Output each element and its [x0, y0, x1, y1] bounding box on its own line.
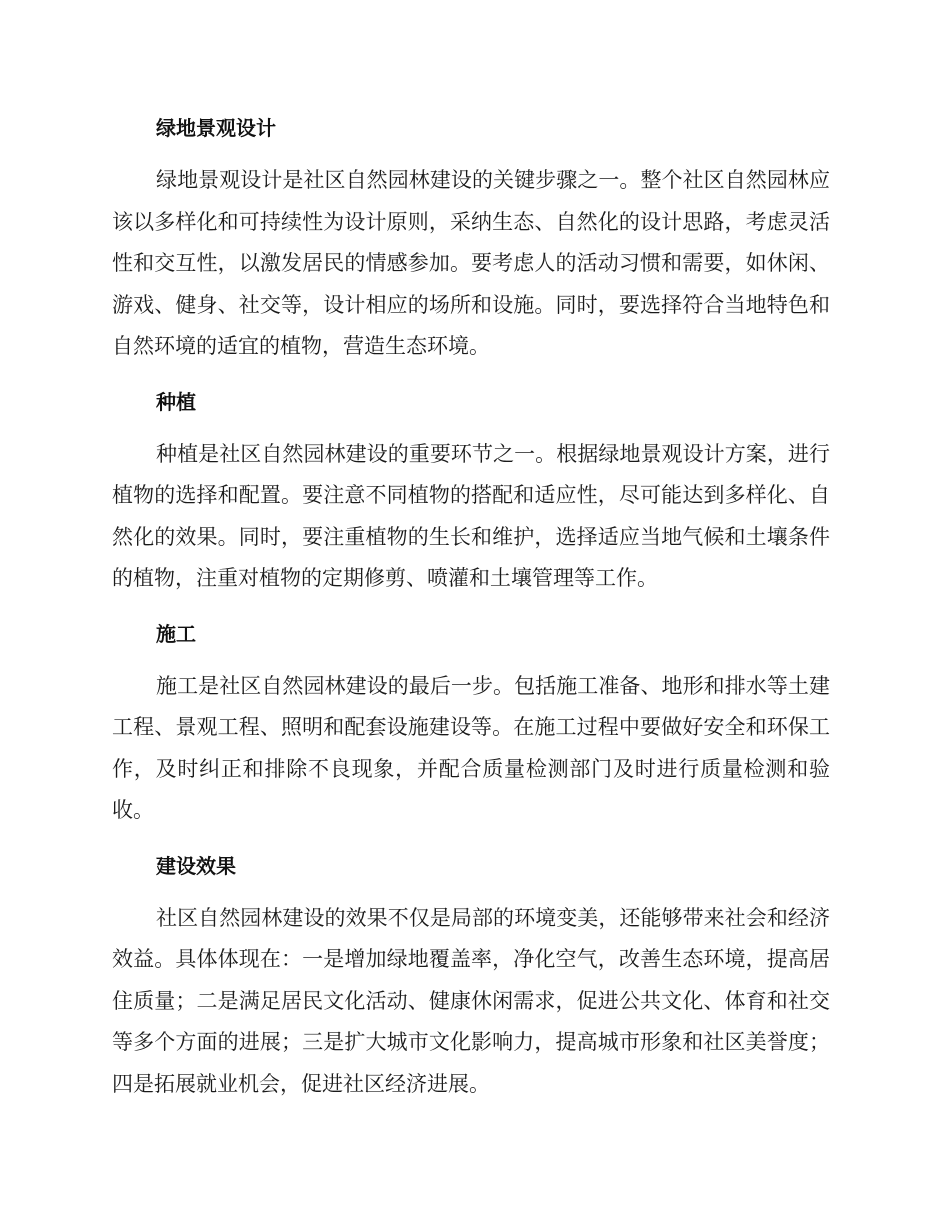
section-heading: 施工 [156, 621, 196, 646]
section-construction [112, 614, 830, 832]
section-planting [112, 382, 830, 600]
document-body [112, 108, 830, 1119]
section-paragraph: 社区自然园林建设的效果不仅是局部的环境变美，还能够带来社会和经济效益。具体体现在：一是增加绿地覆盖率，净化空气，改善生态环境，提高居住质量；二是满足居民文化活动、健康休闲需求，促进公共文化、体育和社交等多个方面的进展；三是扩大城市文化影响力，提高城市形象和社区美誉度；四是拓展就业机会，促进社区经济进展。 [112, 905, 830, 1096]
section-heading: 种植 [156, 389, 196, 414]
section-construction-effects [112, 846, 830, 1106]
section-paragraph: 种植是社区自然园林建设的重要环节之一。根据绿地景观设计方案，进行植物的选择和配置。要注意不同植物的搭配和适应性，尽可能达到多样化、自然化的效果。同时，要注重植物的生长和维护，选择适应当地气候和土壤条件的植物，注重对植物的定期修剪、喷灌和土壤管理等工作。 [112, 441, 830, 590]
section-paragraph: 绿地景观设计是社区自然园林建设的关键步骤之一。整个社区自然园林应该以多样化和可持续性为设计原则，采纳生态、自然化的设计思路，考虑灵活性和交互性，以激发居民的情感参加。要考虑人的活动习惯和需要，如休闲、游戏、健身、社交等，设计相应的场所和设施。同时，要选择符合当地特色和自然环境的适宜的植物，营造生态环境。 [112, 168, 830, 358]
section-landscape-design [112, 108, 830, 368]
section-paragraph: 施工是社区自然园林建设的最后一步。包括施工准备、地形和排水等土建工程、景观工程、照明和配套设施建设等。在施工过程中要做好安全和环保工作，及时纠正和排除不良现象，并配合质量检测部门及时进行质量检测和验收。 [112, 673, 830, 822]
section-heading: 建设效果 [156, 853, 236, 878]
section-heading: 绿地景观设计 [156, 116, 276, 140]
